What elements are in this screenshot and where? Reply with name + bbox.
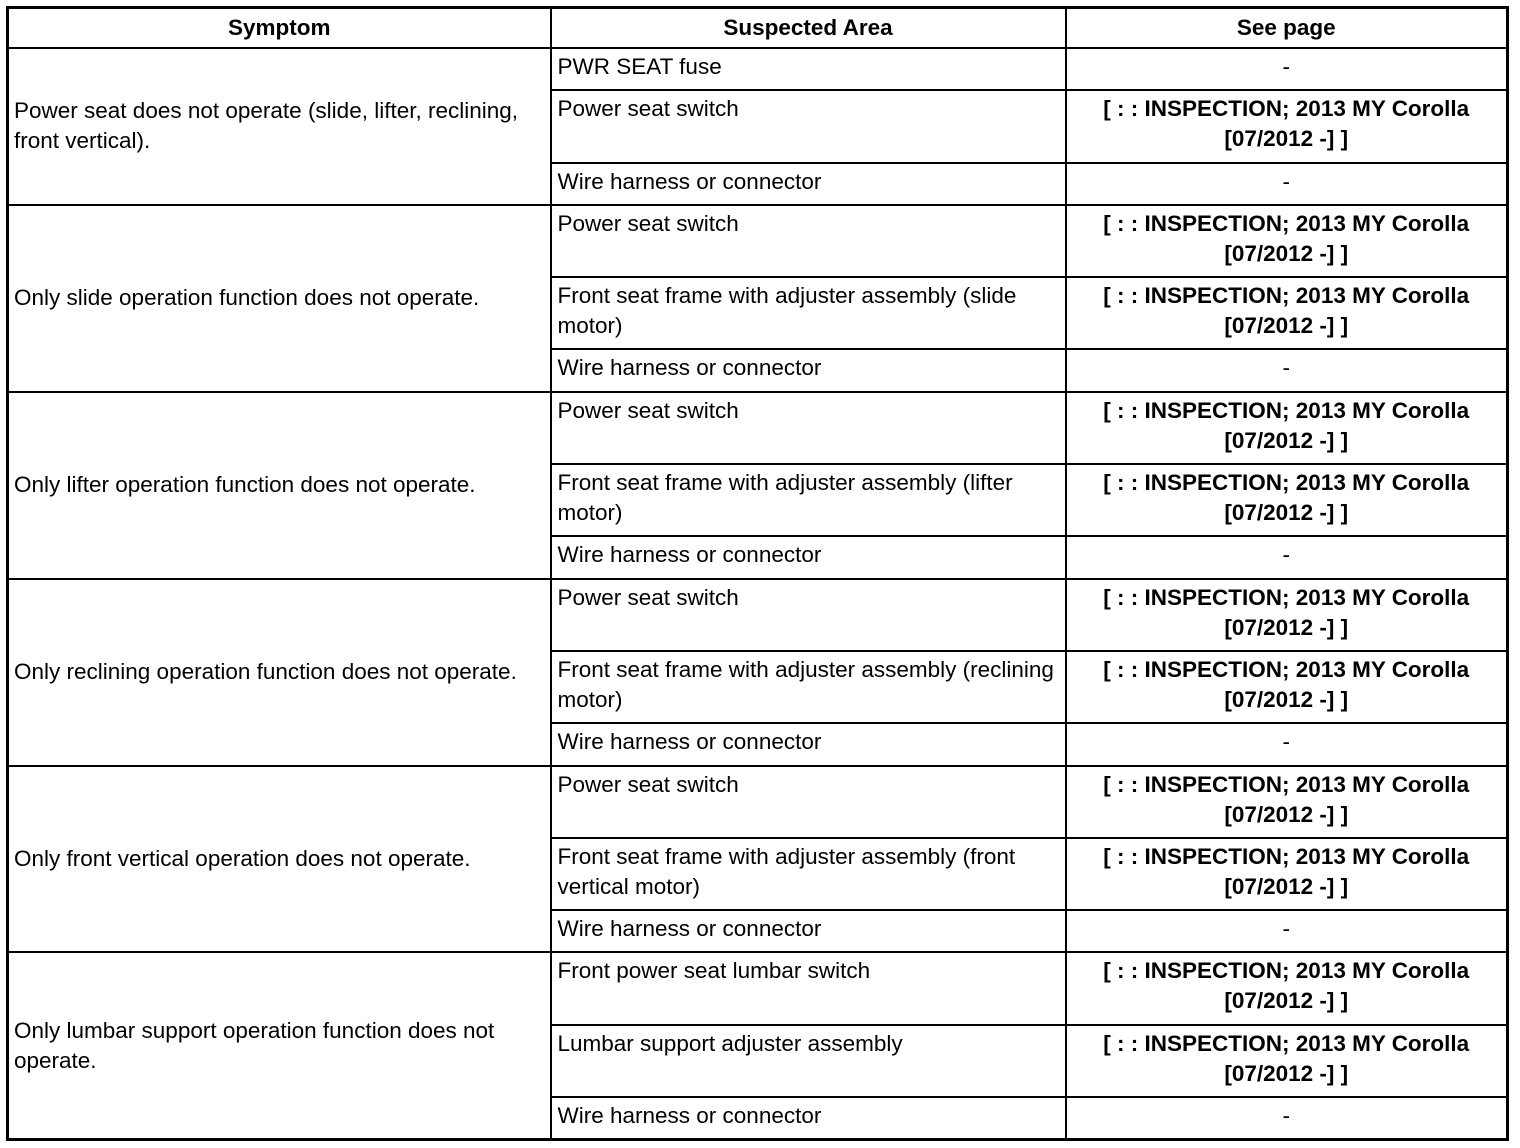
symptom-cell: Only slide operation function does not operate.: [8, 205, 551, 392]
symptom-cell: Power seat does not operate (slide, lifter, reclining, front vertical).: [8, 48, 551, 205]
see-page-link[interactable]: [ : : INSPECTION; 2013 MY Corolla [07/2012 -] ]: [1066, 205, 1508, 277]
header-see-page: See page: [1066, 8, 1508, 49]
see-page-link[interactable]: [ : : INSPECTION; 2013 MY Corolla [07/2012 -] ]: [1066, 579, 1508, 651]
table-row: [8, 766, 1508, 838]
suspected-area-cell: Power seat switch: [551, 90, 1066, 162]
symptom-cell: Only reclining operation function does not operate.: [8, 579, 551, 766]
suspected-area-cell: Front power seat lumbar switch: [551, 952, 1066, 1024]
see-page-link[interactable]: [ : : INSPECTION; 2013 MY Corolla [07/2012 -] ]: [1066, 90, 1508, 162]
suspected-area-cell: Lumbar support adjuster assembly: [551, 1025, 1066, 1097]
suspected-area-cell: Front seat frame with adjuster assembly (slide motor): [551, 277, 1066, 349]
see-page-cell: -: [1066, 723, 1508, 765]
table-row: [8, 952, 1508, 1024]
suspected-area-cell: Front seat frame with adjuster assembly (front vertical motor): [551, 838, 1066, 910]
see-page-link[interactable]: [ : : INSPECTION; 2013 MY Corolla [07/2012 -] ]: [1066, 952, 1508, 1024]
table-row: [8, 48, 1508, 90]
suspected-area-cell: Front seat frame with adjuster assembly (lifter motor): [551, 464, 1066, 536]
see-page-link[interactable]: [ : : INSPECTION; 2013 MY Corolla [07/2012 -] ]: [1066, 838, 1508, 910]
see-page-link[interactable]: [ : : INSPECTION; 2013 MY Corolla [07/2012 -] ]: [1066, 277, 1508, 349]
see-page-cell: -: [1066, 536, 1508, 578]
see-page-cell: -: [1066, 910, 1508, 952]
header-row: [8, 8, 1508, 49]
symptom-cell: Only lumbar support operation function does not operate.: [8, 952, 551, 1139]
table-row: [8, 579, 1508, 651]
header-suspected-area: Suspected Area: [551, 8, 1066, 49]
see-page-link[interactable]: [ : : INSPECTION; 2013 MY Corolla [07/2012 -] ]: [1066, 766, 1508, 838]
symptom-table: [6, 6, 1509, 1141]
table-body: [8, 48, 1508, 1140]
suspected-area-cell: Wire harness or connector: [551, 349, 1066, 391]
suspected-area-cell: Power seat switch: [551, 392, 1066, 464]
suspected-area-cell: Front seat frame with adjuster assembly (reclining motor): [551, 651, 1066, 723]
see-page-cell: -: [1066, 48, 1508, 90]
see-page-link[interactable]: [ : : INSPECTION; 2013 MY Corolla [07/2012 -] ]: [1066, 1025, 1508, 1097]
suspected-area-cell: Power seat switch: [551, 766, 1066, 838]
table-row: [8, 392, 1508, 464]
suspected-area-cell: Wire harness or connector: [551, 910, 1066, 952]
suspected-area-cell: Wire harness or connector: [551, 163, 1066, 205]
see-page-link[interactable]: [ : : INSPECTION; 2013 MY Corolla [07/2012 -] ]: [1066, 651, 1508, 723]
see-page-cell: -: [1066, 1097, 1508, 1139]
symptom-cell: Only front vertical operation does not operate.: [8, 766, 551, 953]
header-symptom: Symptom: [8, 8, 551, 49]
symptom-cell: Only lifter operation function does not operate.: [8, 392, 551, 579]
suspected-area-cell: Wire harness or connector: [551, 723, 1066, 765]
suspected-area-cell: PWR SEAT fuse: [551, 48, 1066, 90]
see-page-cell: -: [1066, 349, 1508, 391]
see-page-link[interactable]: [ : : INSPECTION; 2013 MY Corolla [07/2012 -] ]: [1066, 464, 1508, 536]
table-row: [8, 205, 1508, 277]
suspected-area-cell: Power seat switch: [551, 579, 1066, 651]
suspected-area-cell: Wire harness or connector: [551, 536, 1066, 578]
see-page-cell: -: [1066, 163, 1508, 205]
see-page-link[interactable]: [ : : INSPECTION; 2013 MY Corolla [07/2012 -] ]: [1066, 392, 1508, 464]
suspected-area-cell: Power seat switch: [551, 205, 1066, 277]
suspected-area-cell: Wire harness or connector: [551, 1097, 1066, 1139]
